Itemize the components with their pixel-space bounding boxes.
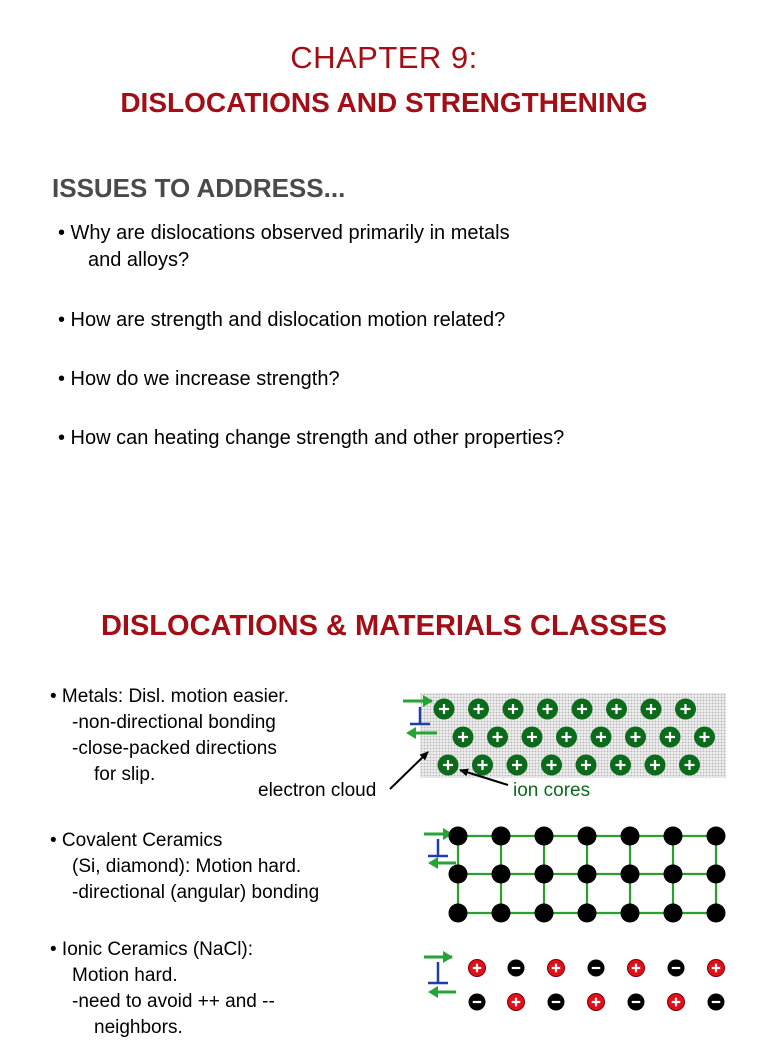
ion-core-icon — [675, 699, 696, 720]
ion-core-icon — [503, 699, 524, 720]
metals-title: • Metals: Disl. motion easier. — [50, 686, 289, 707]
ion-core-icon — [641, 699, 662, 720]
ion-core-icon — [472, 755, 493, 776]
ion-core-icon — [507, 755, 528, 776]
covalent-atom-icon — [707, 865, 726, 884]
ion-core-icon — [453, 727, 474, 748]
ion-core-icon — [537, 699, 558, 720]
ion-core-icon — [541, 755, 562, 776]
covalent-atom-icon — [492, 865, 511, 884]
covalent-atom-icon — [492, 904, 511, 923]
issue-bullet-continuation: and alloys? — [88, 249, 190, 271]
ionic-point: Motion hard. — [72, 965, 178, 986]
ion-core-icon — [556, 727, 577, 748]
ion-core-icon — [679, 755, 700, 776]
ion-core-icon — [468, 699, 489, 720]
dislocation-symbol-icon — [428, 962, 448, 983]
metals-lattice — [390, 695, 715, 789]
anion-icon — [548, 994, 565, 1011]
cation-icon — [668, 994, 685, 1011]
covalent-atom-icon — [535, 865, 554, 884]
covalent-atom-icon — [578, 827, 597, 846]
cation-icon — [508, 994, 525, 1011]
ion-core-icon — [660, 727, 681, 748]
metals-point: -close-packed directions — [72, 738, 277, 759]
covalent-atom-icon — [664, 827, 683, 846]
issue-bullet-text: • How are strength and dislocation motion related? — [58, 309, 506, 331]
ion-core-icon — [522, 727, 543, 748]
electron-cloud-pointer — [390, 752, 428, 789]
covalent-atom-icon — [707, 827, 726, 846]
section-heading: DISLOCATIONS & MATERIALS CLASSES — [100, 610, 668, 642]
ion-core-icon — [572, 699, 593, 720]
anion-icon — [668, 960, 685, 977]
covalent-atom-icon — [621, 904, 640, 923]
covalent-atom-icon — [707, 904, 726, 923]
covalent-point: (Si, diamond): Motion hard. — [72, 856, 302, 877]
ion-core-icon — [576, 755, 597, 776]
ion-core-icon — [487, 727, 508, 748]
ion-cores-label: ion cores — [513, 780, 591, 801]
ion-core-icon — [610, 755, 631, 776]
ion-core-icon — [438, 755, 459, 776]
ionic-lattice — [424, 951, 725, 1011]
covalent-atom-icon — [449, 904, 468, 923]
chapter-subtitle: DISLOCATIONS AND STRENGTHENING — [120, 87, 648, 118]
covalent-atom-icon — [535, 904, 554, 923]
cation-icon — [628, 960, 645, 977]
covalent-atom-icon — [664, 904, 683, 923]
ionic-point: -need to avoid ++ and -- — [72, 991, 275, 1012]
issue-bullet-text: • How do we increase strength? — [58, 368, 340, 390]
anion-icon — [628, 994, 645, 1011]
cation-icon — [708, 960, 725, 977]
cation-icon — [588, 994, 605, 1011]
covalent-atom-icon — [535, 827, 554, 846]
issues-heading: ISSUES TO ADDRESS... — [52, 173, 346, 203]
metals-point: -non-directional bonding — [72, 712, 276, 733]
dislocation-symbol-icon — [428, 839, 448, 856]
ion-core-icon — [694, 727, 715, 748]
cation-icon — [469, 960, 486, 977]
shear-arrows-icon — [424, 951, 456, 998]
covalent-point: -directional (angular) bonding — [72, 882, 320, 903]
issue-bullet-text: • How can heating change strength and other properties? — [58, 427, 565, 449]
issue-bullet-text: • Why are dislocations observed primarily in metals — [58, 222, 510, 244]
covalent-atom-icon — [449, 827, 468, 846]
ion-core-icon — [606, 699, 627, 720]
covalent-atom-icon — [621, 865, 640, 884]
ion-core-icon — [591, 727, 612, 748]
covalent-atom-icon — [492, 827, 511, 846]
covalent-atom-icon — [664, 865, 683, 884]
anion-icon — [708, 994, 725, 1011]
covalent-atom-icon — [449, 865, 468, 884]
anion-icon — [508, 960, 525, 977]
anion-icon — [469, 994, 486, 1011]
ionic-title: • Ionic Ceramics (NaCl): — [50, 939, 254, 960]
ionic-point: neighbors. — [94, 1017, 183, 1038]
covalent-atom-icon — [621, 827, 640, 846]
metals-point: for slip. — [94, 764, 156, 785]
chapter-title: CHAPTER 9: — [290, 40, 478, 75]
anion-icon — [588, 960, 605, 977]
covalent-lattice — [424, 827, 726, 923]
ion-core-icon — [434, 699, 455, 720]
covalent-title: • Covalent Ceramics — [50, 830, 223, 851]
ion-core-icon — [645, 755, 666, 776]
covalent-atom-icon — [578, 865, 597, 884]
cation-icon — [548, 960, 565, 977]
ion-core-icon — [625, 727, 646, 748]
covalent-atom-icon — [578, 904, 597, 923]
electron-cloud-label: electron cloud — [258, 780, 377, 801]
dislocation-symbol-icon — [410, 707, 430, 724]
